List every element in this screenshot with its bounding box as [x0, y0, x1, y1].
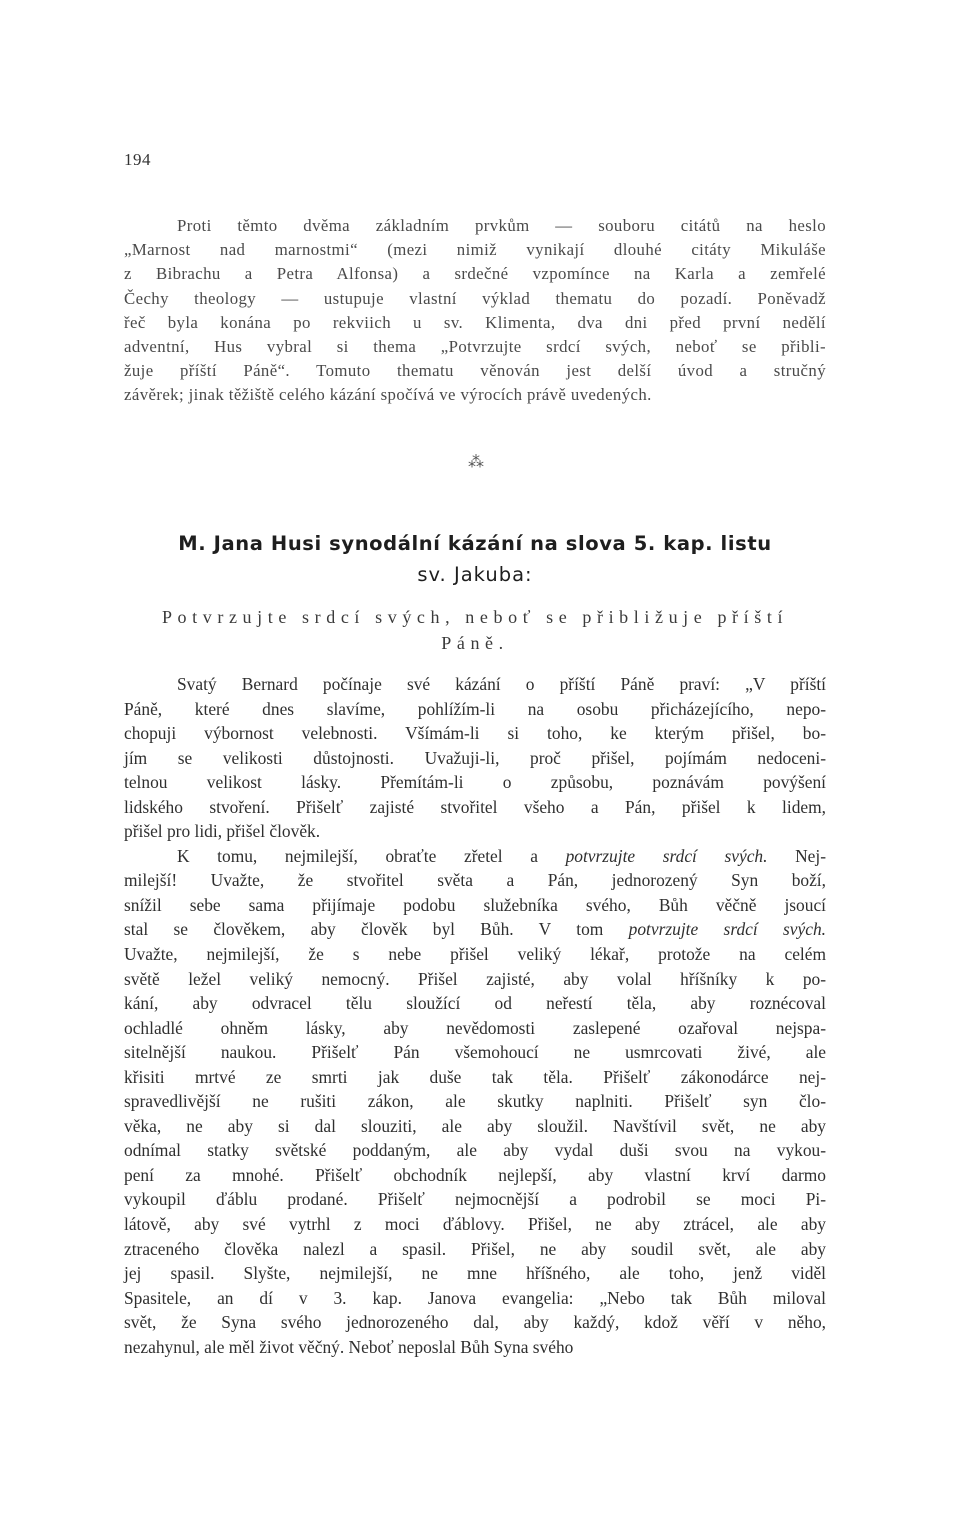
body-line: [124, 1237, 826, 1262]
body-line: [124, 1016, 826, 1041]
body-line: [124, 1187, 826, 1212]
body-line: [124, 1163, 826, 1188]
body-line: jím se velikosti důstojnosti. Uvažuji-li, proč přišel, pojímám nedoceni-: [124, 747, 826, 768]
sermon-heading: [124, 528, 826, 590]
scripture-quote-line2: Páně.: [441, 633, 509, 653]
body-line-text: Spasitele, an dí v 3. kap. Janova evangelia: „Nebo tak Bůh miloval: [124, 1287, 826, 1308]
body-line: chopuji výbornost velebnosti. Všímám-li si toho, ke kterým přišel, bo-: [124, 723, 826, 744]
body-line: Svatý Bernard počínaje své kázání o příští Páně praví: „V příští: [177, 674, 826, 694]
body-line-text: stal se člověkem, aby člověk byl Bůh. V tom: [124, 919, 629, 940]
body-line-text: pení za mnohé. Přišelť obchodník nejlepší, aby vlastní krví darmo: [124, 1164, 826, 1185]
body-line: [124, 1335, 826, 1360]
body-line-text: milejší! Uvažte, že stvořitel světa a Pán, jednorozený Syn boží,: [124, 870, 826, 891]
body-line-text: Uvažte, nejmilejší, že s nebe přišel veliký lékař, protože na celém: [124, 944, 826, 965]
body-line: [124, 1261, 826, 1286]
intro-line: žuje příští Páně“. Tomuto thematu věnován jest delší úvod a stručný: [124, 361, 826, 381]
body-line: lidského stvoření. Přišelť zajisté stvořitel všeho a Pán, přišel k lidem,: [124, 796, 826, 817]
intro-line: závěrek; jinak těžiště celého kázání spočívá ve výrocích právě uvedených.: [124, 385, 652, 405]
paragraph-bernard: [124, 672, 826, 844]
body-line-text: ochladlé ohněm lásky, aby nevědomosti zaslepené ozařoval nejspa-: [124, 1017, 826, 1038]
intro-line: Proti těmto dvěma základním prvkům — souboru citátů na heslo: [177, 216, 826, 235]
body-line: [124, 893, 826, 918]
body-line-text: odnímal statky světské poddaným, ale aby vydal duši svou na vykou-: [124, 1140, 826, 1161]
body-line-text: sitelnější naukou. Přišelť Pán všemohoucí ne usmrcovati živé, ale: [124, 1042, 826, 1063]
body-line-text: světě ležel veliký nemocný. Přišel zajisté, aby volal hříšníky k po-: [124, 968, 826, 989]
body-line: [124, 917, 826, 942]
body-line: telnou velikost lásky. Přemítám-li o způsobu, poznávám povýšení: [124, 772, 826, 793]
intro-line: řeč byla konána po rekviich u sv. Klimenta, dva dni před první nedělí: [124, 312, 826, 332]
body-line-text: látově, aby své vytrhl z moci ďáblovy. Přišel, ne aby ztrácel, ale aby: [124, 1214, 826, 1235]
sermon-heading-line1: M. Jana Husi synodální kázání na slova 5. kap. listu: [178, 532, 772, 555]
body-line-text: svět, že Syna svého jednorozeného dal, aby každý, kdož věří v něho,: [124, 1312, 826, 1333]
intro-line: Čechy theology — ustupuje vlastní výklad thematu do pozadí. Poněvadž: [124, 288, 826, 308]
body-line-text: křisiti mrtvé ze smrti jak duše tak těla. Přišelť zákonodárce nej-: [124, 1066, 826, 1087]
body-line: [124, 1310, 826, 1335]
body-line: [124, 991, 826, 1016]
body-line: [124, 1040, 826, 1065]
intro-line: „Marnost nad marnostmi“ (mezi nimiž vynikají dlouhé citáty Mikuláše: [124, 240, 826, 260]
intro-line: adventní, Hus vybral si thema „Potvrzujte srdcí svých, neboť se přibli-: [124, 336, 826, 356]
body-line: [124, 844, 826, 869]
body-line: přišel pro lidi, přišel člověk.: [124, 821, 321, 842]
asterism-divider: ⁂: [468, 452, 484, 471]
body-line-text: kání, aby odvracel tělu sloužící od neřestí těla, aby roznécoval: [124, 993, 826, 1014]
emphasized-quote: potvrzujte srdcí svých.: [628, 919, 826, 940]
body-line: [124, 1065, 826, 1090]
emphasized-quote: potvrzujte srdcí svých.: [565, 845, 768, 866]
body-line: [124, 868, 826, 893]
intro-paragraph: [124, 214, 826, 408]
body-line-text: jej spasil. Slyšte, nejmilejší, ne mne hříšného, ale toho, jenž viděl: [124, 1263, 826, 1284]
body-line: [124, 1212, 826, 1237]
body-line-text: spravedlivější ne rušiti zákon, ale skutky naplniti. Přišelť syn člo-: [124, 1091, 826, 1112]
body-line: Páně, které dnes slavíme, pohlížím-li na osobu přicházejícího, nepo-: [124, 698, 826, 719]
paragraph-exhortation: [124, 844, 826, 1359]
body-line-text: nezahynul, ale měl život věčný. Neboť neposlal Bůh Syna svého: [124, 1336, 574, 1357]
sermon-body: [124, 672, 826, 1359]
body-line-text: Nej-: [767, 845, 827, 866]
scripture-quote-line1: Potvrzujte srdcí svých, neboť se přibližuje příští: [161, 607, 789, 627]
scripture-quote: [124, 604, 826, 656]
sermon-heading-line2: sv. Jakuba:: [417, 563, 533, 586]
body-line: [124, 942, 826, 967]
body-line-text: ztraceného člověka nalezl a spasil. Přišel, ne aby soudil svět, ale aby: [124, 1238, 826, 1259]
body-line: [124, 1286, 826, 1311]
page-number: 194: [124, 150, 151, 169]
intro-line: z Bibrachu a Petra Alfonsa) a srdečné vzpomínce na Karla a zemřelé: [124, 264, 826, 284]
body-line-text: K tomu, nejmilejší, obraťte zřetel a: [177, 845, 566, 866]
body-line: [124, 967, 826, 992]
body-line: [124, 1114, 826, 1139]
body-line-text: snížil sebe sama přijímaje podobu služebníka svého, Bůh věčně jsoucí: [124, 894, 826, 915]
body-line-text: věka, ne aby si dal slouziti, ale aby sloužil. Navštívil svět, ne aby: [124, 1115, 826, 1136]
body-line-text: vykoupil ďáblu prodané. Přišelť nejmocnější a podrobil se moci Pi-: [124, 1189, 826, 1210]
body-line: [124, 1138, 826, 1163]
body-line: [124, 1089, 826, 1114]
